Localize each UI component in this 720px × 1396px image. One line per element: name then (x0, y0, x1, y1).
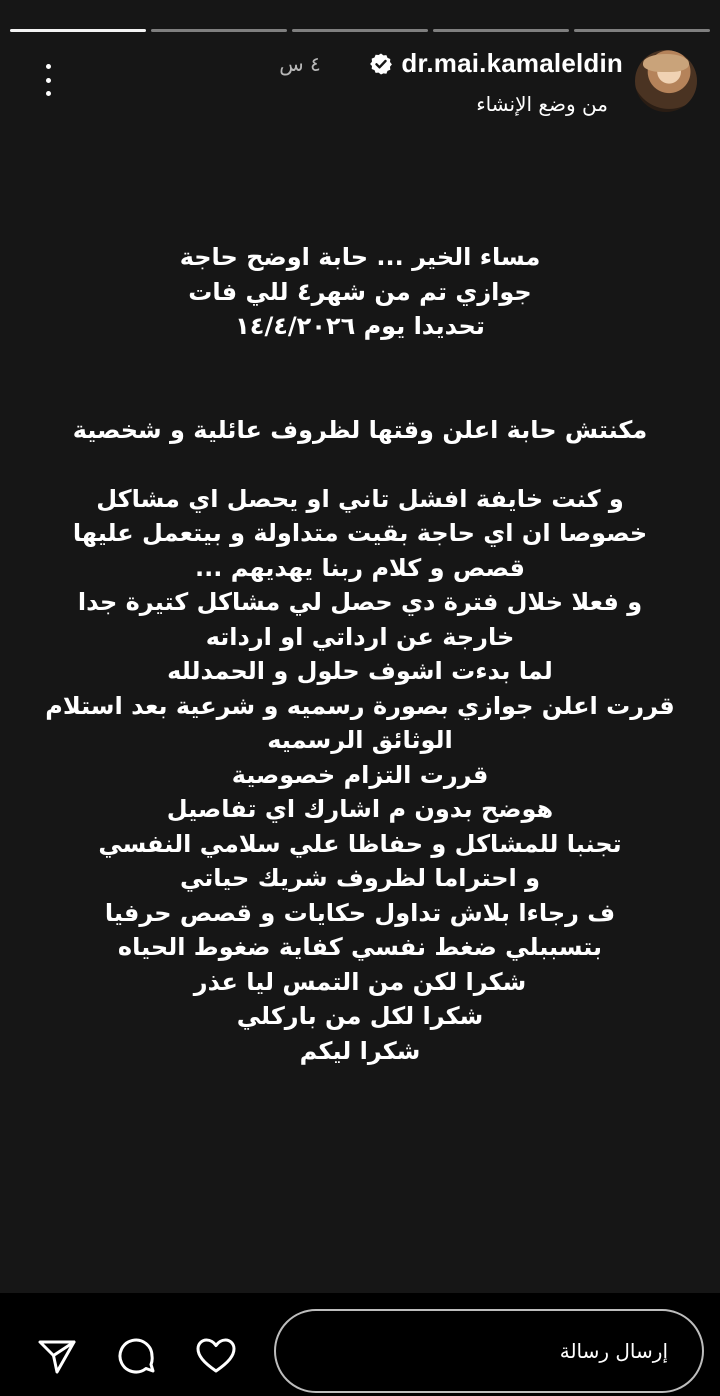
story-line: و كنت خايفة افشل تاني او يحصل اي مشاكل (96, 484, 624, 513)
more-options-icon[interactable] (42, 64, 54, 96)
progress-segment (574, 29, 710, 32)
story-text (40, 240, 680, 1068)
story-line: مساء الخير ... حابة اوضح حاجة (179, 243, 541, 271)
dot (46, 78, 51, 83)
story-line: لما بدءت اشوف حلول و الحمدلله (167, 657, 553, 685)
story-line: خارجة عن ارداتي او ارداته (205, 622, 515, 651)
story-progress-bar (10, 29, 710, 32)
story-line: تحديدا يوم ١٤/٤/٢٠٢٦ (235, 312, 485, 340)
verified-badge-icon (369, 52, 393, 76)
progress-segment (433, 29, 569, 32)
story-line: و احتراما لظروف شريك حياتي (179, 864, 541, 892)
story-user-row[interactable] (369, 48, 623, 79)
story-line: خصوصا ان اي حاجة بقيت متداولة و بيتعمل عليها (72, 519, 648, 547)
progress-segment (292, 29, 428, 32)
story-line: تجنبا للمشاكل و حفاظا علي سلامي النفسي (98, 829, 622, 858)
story-line: الوثائق الرسميه (267, 726, 453, 754)
story-line: شكرا لكل من باركلي (236, 1002, 484, 1030)
story-blank-line (40, 378, 680, 413)
story-blank-line (40, 344, 680, 379)
dot (46, 64, 51, 69)
username[interactable]: dr.mai.kamaleldin (401, 48, 623, 78)
story-line: قررت اعلن جوازي بصورة رسميه و شرعية بعد استلام (45, 691, 675, 720)
story-line: ف رجاءا بلاش تداول حكايات و قصص حرفيا (104, 898, 616, 927)
story-line: هوضح بدون م اشارك اي تفاصيل (166, 795, 554, 823)
comment-icon-glyph (114, 1334, 158, 1378)
progress-segment (10, 29, 146, 32)
send-icon-glyph (35, 1334, 79, 1378)
story-line: شكرا لكن من التمس ليا عذر (193, 967, 527, 996)
story-timestamp: ٤ س (279, 52, 321, 76)
story-reply-bar (0, 1293, 720, 1396)
story-line: شكرا ليكم (299, 1036, 421, 1065)
story-line: بتسببلي ضغط نفسي كفاية ضغوط الحياه (117, 933, 603, 961)
progress-segment (151, 29, 287, 32)
story-line: قررت التزام خصوصية (231, 760, 489, 789)
story-line: مكنتش حابة اعلن وقتها لظروف عائلية و شخصية (72, 415, 648, 444)
dot (46, 91, 51, 96)
avatar[interactable] (635, 50, 697, 112)
created-with-label[interactable]: من وضع الإنشاء (476, 92, 608, 116)
heart-icon-glyph (194, 1334, 238, 1378)
send-icon[interactable] (34, 1333, 80, 1379)
comment-icon[interactable] (113, 1333, 159, 1379)
heart-icon[interactable] (193, 1333, 239, 1379)
story-line: جوازي تم من شهر٤ للي فات (188, 277, 532, 306)
avatar-hat-shape (643, 54, 689, 72)
story-line: قصص و كلام ربنا يهديهم ... (195, 553, 525, 582)
story-line: و فعلا خلال فترة دي حصل لي مشاكل كتيرة جدا (77, 588, 643, 616)
message-input[interactable] (274, 1309, 704, 1393)
story-blank-line (40, 447, 680, 482)
